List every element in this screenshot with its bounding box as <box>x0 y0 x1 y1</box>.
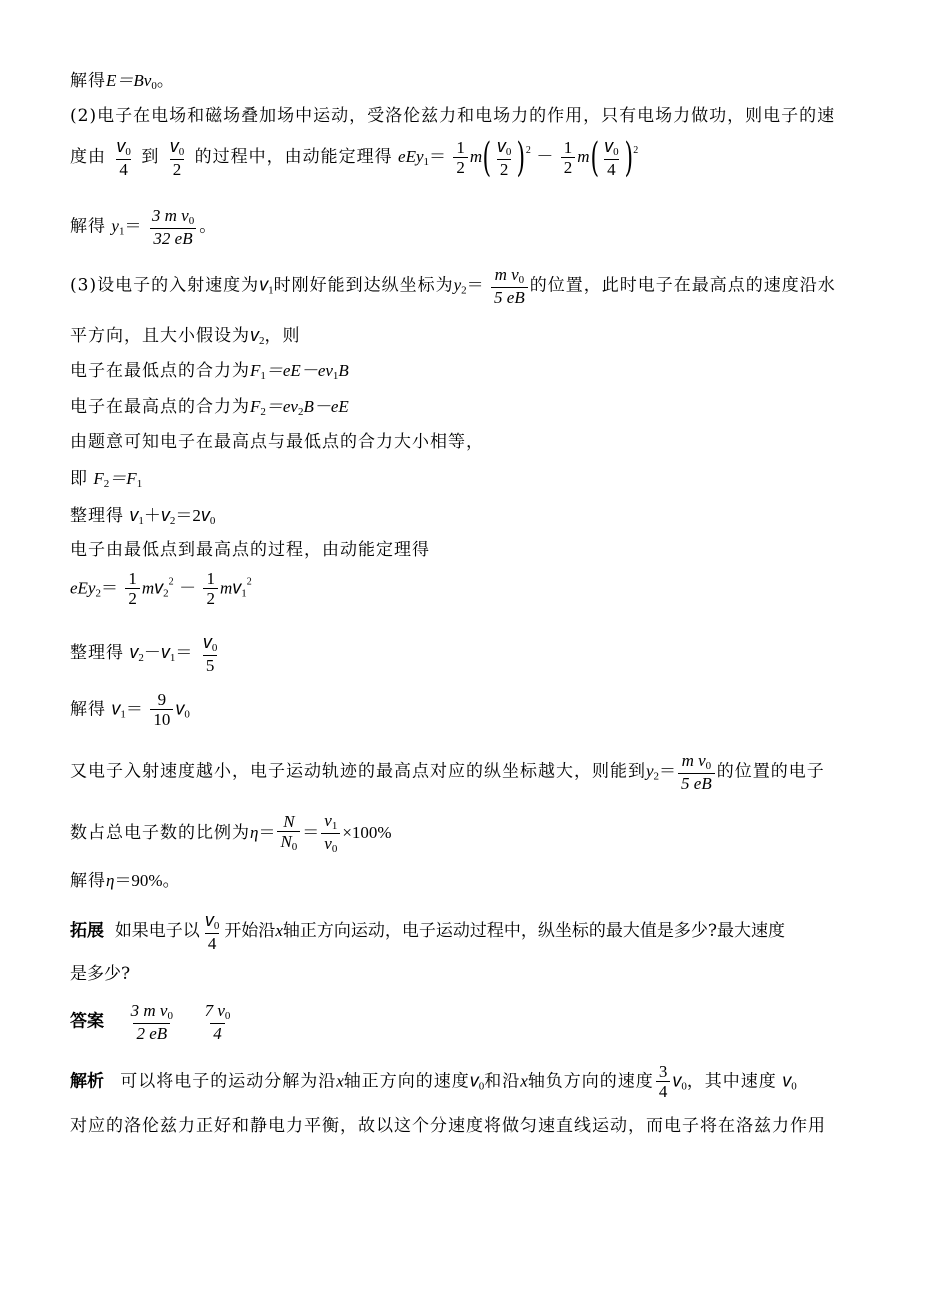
force-symbol: F <box>250 361 261 380</box>
numerator: 9 <box>157 690 167 709</box>
exponent: 2 <box>633 145 639 157</box>
analysis-label: 解析 <box>70 1071 104 1092</box>
denominator: 2 <box>203 588 218 608</box>
equals: ＝ <box>659 761 677 782</box>
equals: ＝ <box>124 216 142 237</box>
mass-symbol: m <box>219 578 233 598</box>
force-symbol: F <box>250 397 261 416</box>
mass-symbol: m <box>469 147 483 167</box>
equals: ＝ <box>125 699 143 720</box>
paren-close: ) <box>624 134 633 181</box>
denominator: 4 <box>116 159 131 179</box>
solution-line-14 <box>70 633 222 674</box>
denominator: N <box>280 832 292 852</box>
denominator: 5 eB <box>491 287 528 307</box>
subscript: 0 <box>184 708 190 721</box>
velocity-symbol: v <box>232 577 242 598</box>
equals: ＝ <box>258 823 276 844</box>
subscript: 0 <box>681 1080 687 1093</box>
text: 平方向，且大小假设为 <box>70 326 250 346</box>
velocity-symbol: v <box>160 642 170 663</box>
fraction-9-over-10 <box>150 691 173 729</box>
subscript: 0 <box>188 215 195 227</box>
fraction-v0-over-4 <box>601 137 622 178</box>
velocity-symbol: v <box>160 505 170 525</box>
text: ，其中速度 <box>686 1071 777 1092</box>
numerator: v <box>116 136 126 156</box>
text: 整理得 <box>70 643 124 664</box>
text: 时刚好能到达纵坐标为 <box>273 275 454 296</box>
subscript: 1 <box>169 652 176 665</box>
subscript: 2 <box>163 587 169 600</box>
subscript: 1 <box>138 515 144 527</box>
subscript: 0 <box>518 274 525 286</box>
subscript: 2 <box>653 770 660 783</box>
solution-line-2: (2)电子在电场和磁场叠加场中运动，受洛伦兹力和电场力的作用，只有电场力做功，则电子的速 <box>70 106 836 126</box>
subscript: 1 <box>260 370 266 382</box>
solution-line-13 <box>70 570 252 608</box>
numerator: v <box>324 811 332 830</box>
fraction-v1-over-v0 <box>321 812 340 855</box>
numerator: 1 <box>563 137 573 157</box>
text: 轴正方向的速度 <box>343 1071 470 1092</box>
subscript: 0 <box>478 1080 485 1093</box>
numerator: v <box>604 136 614 156</box>
analysis-line-2: 对应的洛伦兹力正好和静电力平衡，故以这个分速度将做匀速直线运动，而电子将在洛兹力作用 <box>70 1116 826 1136</box>
numerator: v <box>496 136 506 156</box>
denominator: 2 eB <box>133 1023 170 1043</box>
velocity-symbol: v <box>250 325 259 345</box>
denominator: 4 <box>604 159 619 179</box>
subscript: 0 <box>167 1010 173 1022</box>
solution-line-3 <box>70 134 639 181</box>
subscript: 1 <box>241 587 247 600</box>
text: 的位置，此时电子在最高点的速度沿水 <box>529 275 836 296</box>
fraction-3-over-4 <box>656 1063 671 1101</box>
velocity-symbol: v <box>782 1070 792 1091</box>
subscript: 2 <box>297 406 304 418</box>
text: ，则 <box>264 326 301 346</box>
text: 如果电子以 <box>114 921 200 942</box>
subscript: 0 <box>209 515 216 527</box>
solution-line-1 <box>70 72 174 92</box>
fraction-3mv0-over-32eB <box>149 207 197 247</box>
fraction-N-over-N0 <box>277 813 300 853</box>
numerator: v <box>169 136 179 156</box>
y-symbol: y <box>453 275 462 295</box>
velocity-symbol: v <box>129 642 139 663</box>
x-symbol: x <box>275 921 283 941</box>
subscript: 0 <box>331 842 338 855</box>
text: 解得 <box>70 71 106 91</box>
denominator: 4 <box>656 1081 671 1101</box>
answer-fraction-1 <box>128 1002 176 1042</box>
text: 电子在最高点的合力为 <box>70 397 250 417</box>
plus: ＋ <box>143 506 161 526</box>
text: 轴负方向的速度 <box>527 1071 654 1092</box>
mass-symbol: m <box>577 147 590 167</box>
denominator: v <box>324 833 332 853</box>
subscript: 0 <box>178 146 185 158</box>
text: 的位置的电子 <box>716 761 825 782</box>
velocity-symbol: v <box>469 1070 479 1091</box>
fraction-half <box>125 570 140 608</box>
solution-line-5 <box>70 266 836 306</box>
subscript: 0 <box>213 920 220 932</box>
force-symbol: F <box>93 469 104 488</box>
answer-label: 答案 <box>70 1011 104 1032</box>
minus: － <box>536 147 554 168</box>
denominator: 32 eB <box>150 228 195 248</box>
numerator: 1 <box>128 569 137 588</box>
equals: ＝ <box>302 823 320 844</box>
solution-line-4 <box>70 207 216 247</box>
subscript: 1 <box>332 370 339 382</box>
paren-open: ( <box>482 134 492 181</box>
answer-fraction-2 <box>202 1002 234 1042</box>
equation: B－eE <box>303 397 349 416</box>
solution-line-8 <box>70 398 349 418</box>
solution-line-16 <box>70 752 825 792</box>
equation: ＝2 <box>175 506 201 525</box>
fraction-half <box>203 570 218 608</box>
text: 度由 <box>70 147 106 168</box>
solution-line-17 <box>70 812 392 855</box>
x-symbol: x <box>520 1071 528 1091</box>
x-symbol: x <box>336 1071 344 1091</box>
equals: ＝ <box>466 275 484 296</box>
solution-line-12: 电子由最低点到最高点的过程，由动能定理得 <box>70 540 430 560</box>
subscript: 0 <box>291 841 298 854</box>
velocity-symbol: v <box>175 698 185 719</box>
text: 又电子入射速度越小，电子运动轨迹的最高点对应的纵坐标越大，则能到 <box>70 761 646 782</box>
paren-close: ) <box>516 134 526 181</box>
velocity-symbol: v <box>200 505 210 525</box>
exponent: 2 <box>525 145 531 157</box>
subscript: 0 <box>791 1080 797 1093</box>
text: 开始沿 <box>224 921 276 942</box>
equation: ＝F <box>109 469 137 488</box>
subscript: 0 <box>705 760 712 772</box>
denominator: 5 eB <box>678 773 715 793</box>
exponent: 2 <box>246 576 252 588</box>
subscript: 0 <box>211 642 218 654</box>
text: 解得 <box>70 216 106 237</box>
numerator: m v <box>681 751 706 770</box>
denominator: 2 <box>561 157 576 177</box>
subscript: 2 <box>260 406 266 418</box>
equation: ＝eE－ev <box>265 361 333 380</box>
text: 即 <box>70 469 88 489</box>
numerator: 7 v <box>204 1001 225 1020</box>
solution-line-10 <box>70 470 142 490</box>
denominator: 10 <box>150 709 173 729</box>
velocity-symbol: v <box>672 1070 682 1091</box>
answer-line <box>70 1002 235 1042</box>
y-symbol: y <box>111 216 119 236</box>
text: ＝90%。 <box>114 871 180 890</box>
fraction-v0-over-4 <box>202 911 223 952</box>
fraction-v0-over-2 <box>494 137 515 178</box>
mass-symbol: m <box>141 578 155 598</box>
numerator: v <box>204 910 214 930</box>
denominator: 4 <box>205 933 220 953</box>
subscript: 1 <box>120 708 126 721</box>
numerator: 1 <box>206 569 215 588</box>
denominator: 4 <box>210 1023 225 1043</box>
text: 可以将电子的运动分解为沿 <box>120 1071 337 1092</box>
subscript: 1 <box>136 478 143 490</box>
equation: eEy <box>398 147 424 167</box>
extension-question <box>70 911 785 952</box>
denominator: 5 <box>203 655 218 675</box>
solution-line-7 <box>70 362 349 382</box>
subscript: 0 <box>224 1010 231 1022</box>
fraction-mv0-over-5eB <box>491 266 528 306</box>
subscript: 2 <box>138 652 144 665</box>
numerator: v <box>202 632 212 652</box>
field-symbol: B <box>338 361 349 380</box>
paren-open: ( <box>590 134 599 181</box>
subscript: 0 <box>505 146 512 158</box>
fraction-half <box>561 139 576 177</box>
denominator: 2 <box>497 159 512 179</box>
numerator: 3 m v <box>130 1001 168 1020</box>
extension-label: 拓展 <box>70 921 104 942</box>
text: 整理得 <box>70 506 124 526</box>
denominator: 2 <box>125 588 140 608</box>
text: 电子在最低点的合力为 <box>70 361 250 381</box>
solution-line-15 <box>70 691 190 729</box>
fraction-mv0-over-5eB <box>678 752 715 792</box>
minus: － <box>179 578 197 599</box>
numerator: N <box>283 812 295 832</box>
fraction-v0-over-4 <box>113 137 134 178</box>
solution-line-18 <box>70 872 180 890</box>
minus: － <box>143 643 161 664</box>
analysis-line-1 <box>70 1063 797 1101</box>
numerator: 3 <box>658 1062 668 1081</box>
eta-symbol: η <box>250 823 259 843</box>
numerator: m v <box>494 265 519 284</box>
solution-line-9: 由题意可知电子在最高点与最低点的合力大小相等， <box>70 432 484 452</box>
subscript: 1 <box>268 284 274 297</box>
text: 。 <box>199 216 217 237</box>
fraction-v0-over-2 <box>167 137 188 178</box>
fraction-v0-over-5 <box>200 633 221 674</box>
equation: eEy <box>70 578 96 598</box>
text: 轴正方向运动，电子运动过程中，纵坐标的最大值是多少?最大速度 <box>282 921 785 942</box>
velocity-symbol: v <box>111 698 121 719</box>
text: 解得 <box>70 871 106 891</box>
velocity-symbol: v <box>129 505 139 525</box>
text: 的过程中，由动能定理得 <box>194 147 393 168</box>
eta-symbol: η <box>106 871 115 890</box>
fraction-half <box>453 139 468 177</box>
text: 解得 <box>70 699 106 720</box>
velocity-symbol: v <box>259 274 269 295</box>
equation: ＝ev <box>265 397 298 416</box>
subscript: 1 <box>331 820 338 832</box>
subscript: 0 <box>613 146 619 158</box>
subscript: 0 <box>125 146 131 158</box>
equals: ＝ <box>175 643 193 664</box>
subscript: 0 <box>151 80 157 92</box>
numerator: 1 <box>456 137 465 157</box>
exponent: 2 <box>168 576 174 588</box>
subscript: 2 <box>95 587 101 600</box>
denominator: 2 <box>453 157 468 177</box>
subscript: 2 <box>103 478 110 490</box>
text: 和沿 <box>484 1071 521 1092</box>
subscript: 2 <box>169 515 176 527</box>
numerator: 3 m v <box>151 206 189 225</box>
equals: ＝ <box>429 147 447 168</box>
solution-line-6 <box>70 326 301 347</box>
equation: E＝Bv <box>106 71 152 90</box>
velocity-symbol: v <box>154 577 164 598</box>
text: 数占总电子数的比例为 <box>70 823 250 844</box>
solution-line-11 <box>70 506 215 527</box>
subscript: 1 <box>423 156 430 169</box>
subscript: 1 <box>118 225 125 238</box>
text: (3)设电子的入射速度为 <box>70 275 260 296</box>
text: 。 <box>156 71 174 91</box>
subscript: 2 <box>461 284 467 297</box>
subscript: 2 <box>259 335 265 347</box>
y-symbol: y <box>646 761 654 781</box>
extension-question-cont: 是多少? <box>70 964 131 984</box>
text: ×100% <box>342 823 392 843</box>
text: 到 <box>141 147 160 168</box>
denominator: 2 <box>170 159 185 179</box>
equals: ＝ <box>100 578 118 599</box>
